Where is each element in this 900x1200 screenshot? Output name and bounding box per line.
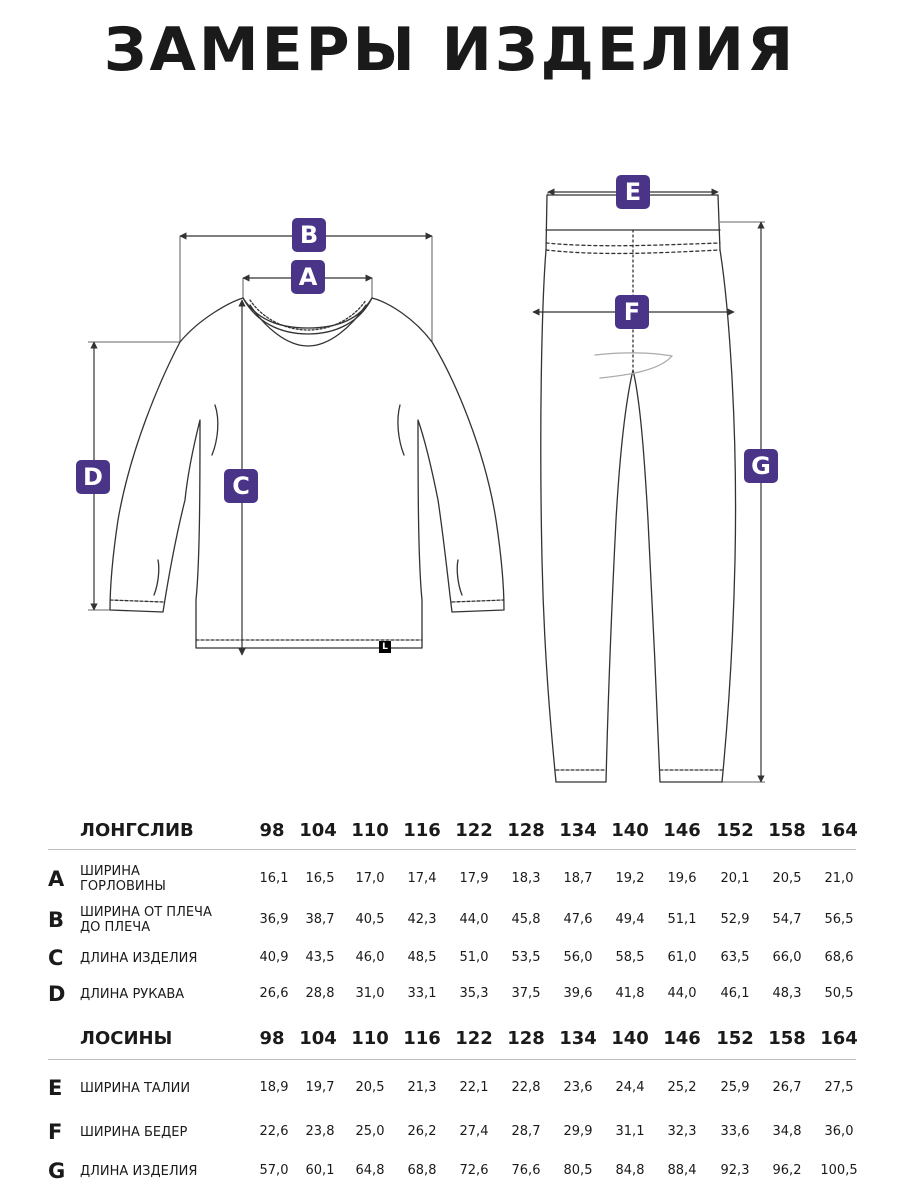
cell: 76,6	[511, 1163, 541, 1178]
row-letter: E	[48, 1076, 63, 1100]
longsleeve-outline	[110, 298, 504, 648]
cell: 37,5	[511, 986, 541, 1001]
cell: 84,8	[615, 1163, 645, 1178]
cell: 40,5	[355, 912, 385, 927]
cell: 50,5	[824, 986, 854, 1001]
cell: 17,9	[459, 871, 489, 886]
row-label: ШИРИНА ТАЛИИ	[80, 1080, 191, 1096]
size-header: 158	[768, 1028, 806, 1049]
cell: 17,4	[407, 871, 437, 886]
size-header: 158	[768, 820, 806, 841]
size-header: 116	[403, 1028, 441, 1049]
longsleeve-header	[0, 816, 900, 846]
cell: 56,0	[563, 950, 593, 965]
cell: 21,0	[824, 871, 854, 886]
cell: 68,6	[824, 950, 854, 965]
row-label: ДЛИНА РУКАВА	[80, 986, 185, 1002]
cell: 26,7	[772, 1080, 802, 1095]
table-row	[0, 861, 900, 897]
cell: 57,0	[259, 1163, 289, 1178]
cell: 60,1	[305, 1163, 335, 1178]
badge-f: F	[615, 295, 649, 329]
row-letter: C	[48, 946, 64, 970]
cell: 39,6	[563, 986, 593, 1001]
cell: 40,9	[259, 950, 289, 965]
cell: 44,0	[667, 986, 697, 1001]
cell: 43,5	[305, 950, 335, 965]
size-header: 98	[259, 820, 285, 841]
size-header: 128	[507, 820, 545, 841]
cell: 17,0	[355, 871, 385, 886]
size-header: 110	[351, 1028, 389, 1049]
cell: 64,8	[355, 1163, 385, 1178]
table-row	[0, 976, 900, 1012]
cell: 36,0	[824, 1124, 854, 1139]
size-header: 164	[820, 820, 858, 841]
size-header: 128	[507, 1028, 545, 1049]
leggings-header	[0, 1024, 900, 1054]
cell: 33,1	[407, 986, 437, 1001]
badge-d: D	[76, 460, 110, 494]
cell: 28,8	[305, 986, 335, 1001]
badge-b: B	[292, 218, 326, 252]
leggings-outline	[541, 195, 736, 782]
cell: 48,3	[772, 986, 802, 1001]
cell: 54,7	[772, 912, 802, 927]
size-header: 98	[259, 1028, 285, 1049]
cell: 26,2	[407, 1124, 437, 1139]
cell: 16,1	[259, 871, 289, 886]
cell: 35,3	[459, 986, 489, 1001]
size-tag: L	[379, 641, 391, 653]
table-row	[0, 1153, 900, 1189]
row-letter: G	[48, 1159, 66, 1183]
size-header: 122	[455, 1028, 493, 1049]
cell: 32,3	[667, 1124, 697, 1139]
cell: 68,8	[407, 1163, 437, 1178]
cell: 33,6	[720, 1124, 750, 1139]
row-letter: A	[48, 867, 65, 891]
cell: 28,7	[511, 1124, 541, 1139]
size-header: 104	[299, 1028, 337, 1049]
row-letter: F	[48, 1120, 63, 1144]
size-header: 134	[559, 820, 597, 841]
cell: 18,9	[259, 1080, 289, 1095]
cell: 46,1	[720, 986, 750, 1001]
cell: 38,7	[305, 912, 335, 927]
cell: 53,5	[511, 950, 541, 965]
cell: 27,5	[824, 1080, 854, 1095]
cell: 25,2	[667, 1080, 697, 1095]
cell: 23,6	[563, 1080, 593, 1095]
cell: 56,5	[824, 912, 854, 927]
cell: 25,0	[355, 1124, 385, 1139]
cell: 61,0	[667, 950, 697, 965]
size-header: 146	[663, 820, 701, 841]
cell: 26,6	[259, 986, 289, 1001]
table-row	[0, 902, 900, 938]
cell: 27,4	[459, 1124, 489, 1139]
cell: 80,5	[563, 1163, 593, 1178]
badge-g: G	[744, 449, 778, 483]
page-title: ЗАМЕРЫ ИЗДЕЛИЯ	[103, 15, 797, 85]
size-header: 122	[455, 820, 493, 841]
cell: 42,3	[407, 912, 437, 927]
cell: 36,9	[259, 912, 289, 927]
cell: 31,1	[615, 1124, 645, 1139]
cell: 20,5	[772, 871, 802, 886]
row-label: ШИРИНА БЕДЕР	[80, 1124, 188, 1140]
size-header: 140	[611, 820, 649, 841]
cell: 18,7	[563, 871, 593, 886]
cell: 51,1	[667, 912, 697, 927]
cell: 31,0	[355, 986, 385, 1001]
table-row	[0, 1114, 900, 1150]
row-label: ДЛИНА ИЗДЕЛИЯ	[80, 950, 198, 966]
cell: 52,9	[720, 912, 750, 927]
cell: 19,6	[667, 871, 697, 886]
cell: 19,2	[615, 871, 645, 886]
size-header: 164	[820, 1028, 858, 1049]
cell: 46,0	[355, 950, 385, 965]
size-header: 146	[663, 1028, 701, 1049]
longsleeve-title: ЛОНГСЛИВ	[80, 820, 194, 841]
cell: 92,3	[720, 1163, 750, 1178]
cell: 48,5	[407, 950, 437, 965]
cell: 23,8	[305, 1124, 335, 1139]
cell: 22,8	[511, 1080, 541, 1095]
cell: 41,8	[615, 986, 645, 1001]
cell: 22,1	[459, 1080, 489, 1095]
cell: 58,5	[615, 950, 645, 965]
leggings-title: ЛОСИНЫ	[80, 1028, 173, 1049]
cell: 34,8	[772, 1124, 802, 1139]
cell: 51,0	[459, 950, 489, 965]
cell: 19,7	[305, 1080, 335, 1095]
size-header: 104	[299, 820, 337, 841]
cell: 100,5	[820, 1163, 858, 1178]
row-letter: B	[48, 908, 65, 932]
cell: 63,5	[720, 950, 750, 965]
cell: 18,3	[511, 871, 541, 886]
cell: 21,3	[407, 1080, 437, 1095]
size-header: 152	[716, 1028, 754, 1049]
size-header: 152	[716, 820, 754, 841]
cell: 72,6	[459, 1163, 489, 1178]
size-header: 134	[559, 1028, 597, 1049]
table-divider	[48, 1059, 856, 1060]
cell: 22,6	[259, 1124, 289, 1139]
badge-e: E	[616, 175, 650, 209]
cell: 44,0	[459, 912, 489, 927]
cell: 24,4	[615, 1080, 645, 1095]
badge-a: A	[291, 260, 325, 294]
size-header: 116	[403, 820, 441, 841]
row-letter: D	[48, 982, 66, 1006]
cell: 20,1	[720, 871, 750, 886]
cell: 45,8	[511, 912, 541, 927]
cell: 47,6	[563, 912, 593, 927]
table-divider	[48, 849, 856, 850]
row-label: ДЛИНА ИЗДЕЛИЯ	[80, 1163, 198, 1179]
size-header: 110	[351, 820, 389, 841]
cell: 66,0	[772, 950, 802, 965]
cell: 88,4	[667, 1163, 697, 1178]
row-label: ШИРИНА ГОРЛОВИНЫ	[80, 864, 166, 894]
cell: 20,5	[355, 1080, 385, 1095]
cell: 25,9	[720, 1080, 750, 1095]
table-row	[0, 940, 900, 976]
cell: 49,4	[615, 912, 645, 927]
cell: 16,5	[305, 871, 335, 886]
table-row	[0, 1070, 900, 1106]
cell: 29,9	[563, 1124, 593, 1139]
size-header: 140	[611, 1028, 649, 1049]
cell: 96,2	[772, 1163, 802, 1178]
badge-c: C	[224, 469, 258, 503]
row-label: ШИРИНА ОТ ПЛЕЧА ДО ПЛЕЧА	[80, 905, 212, 935]
